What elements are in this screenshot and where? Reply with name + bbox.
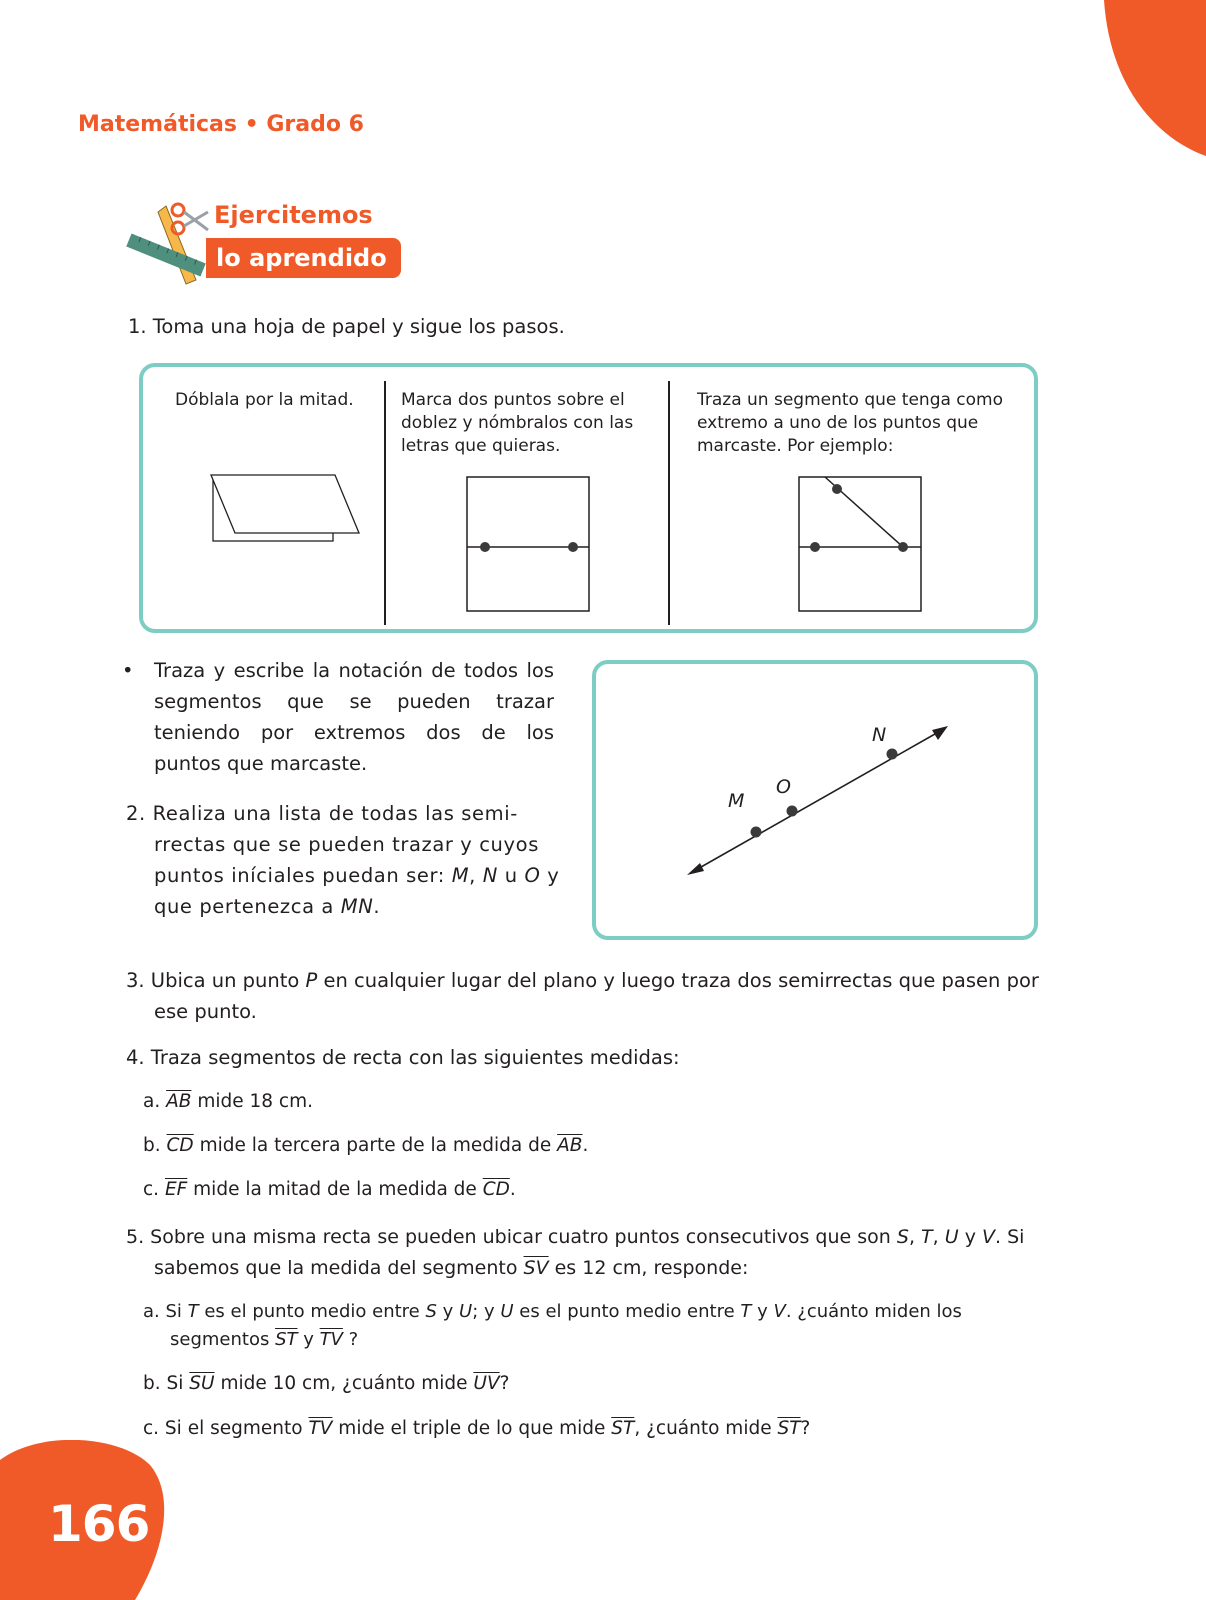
step-1-text: Dóblala por la mitad.	[175, 390, 354, 410]
tools-icon	[126, 200, 218, 288]
step-2-text: Marca dos puntos sobre el doblez y nómbralos con las letras que quieras.	[401, 390, 634, 456]
page-number: 166	[48, 1495, 150, 1553]
bullet-text: Traza y escribe la notación de todos los segmentos que se pueden trazar teniendo por extremos dos de los puntos que marcaste.	[154, 659, 554, 775]
question-5: 5. Sobre una misma recta se pueden ubicar cuatro puntos consecutivos que son S, T, U y V. Si sabemos que la medida del segmento $\overline{SV}$ es 12 cm, responde:	[126, 1226, 1025, 1279]
question-2: 2. Realiza una lista de todas las semirrectas que se pueden trazar y cuyos puntos iníciales puedan ser: M, N u O y que pertenezca a MN.	[126, 802, 560, 918]
bullet-marker: •	[122, 659, 134, 682]
question-3: 3. Ubica un punto P en cualquier lugar del plano y luego traza dos semirrectas que pasen por ese punto.	[126, 969, 1039, 1023]
steps-box	[139, 363, 1038, 633]
question-1: 1. Toma una hoja de papel y sigue los pasos.	[128, 315, 565, 338]
question-5b: b. Si $\overline{SU}$ mide 10 cm, ¿cuánto mide $\overline{UV}$?	[143, 1373, 510, 1394]
ray-figure	[596, 664, 1034, 936]
question-4c: c. $\overline{EF}$ mide la mitad de la medida de $\overline{CD}$.	[143, 1179, 516, 1200]
question-5a: a. Si T es el punto medio entre S y U; y U es el punto medio entre T y V. ¿cuánto miden los segmentos $\overline{ST}$ y $\overline{TV}$ ?	[143, 1301, 962, 1350]
label-M: M	[728, 790, 745, 812]
folded-paper-figure	[205, 471, 361, 543]
question-4a: a. $\overline{AB}$ mide 18 cm.	[143, 1091, 314, 1112]
header-title: Matemáticas • Grado 6	[78, 112, 364, 137]
paper-segment-figure	[795, 473, 925, 615]
section-title-line2: lo aprendido	[206, 238, 401, 278]
question-4: 4. Traza segmentos de recta con las siguientes medidas:	[126, 1046, 680, 1069]
question-4b: b. $\overline{CD}$ mide la tercera parte de la medida de $\overline{AB}$.	[143, 1135, 589, 1156]
label-O: O	[776, 776, 791, 798]
label-N: N	[872, 724, 887, 746]
step-3-text: Traza un segmento que tenga como extremo a uno de los puntos que marcaste. Por ejemplo:	[697, 390, 1004, 456]
section-title-line1: Ejercitemos	[214, 201, 373, 229]
paper-two-points-figure	[463, 473, 593, 615]
question-5c: c. Si el segmento $\overline{TV}$ mide el triple de lo que mide $\overline{ST}$, ¿cuánto mide $\overline{ST}$?	[143, 1418, 811, 1439]
corner-decoration	[1100, 0, 1206, 160]
step-divider	[668, 381, 670, 625]
step-divider	[384, 381, 386, 625]
ray-figure-box	[592, 660, 1038, 940]
